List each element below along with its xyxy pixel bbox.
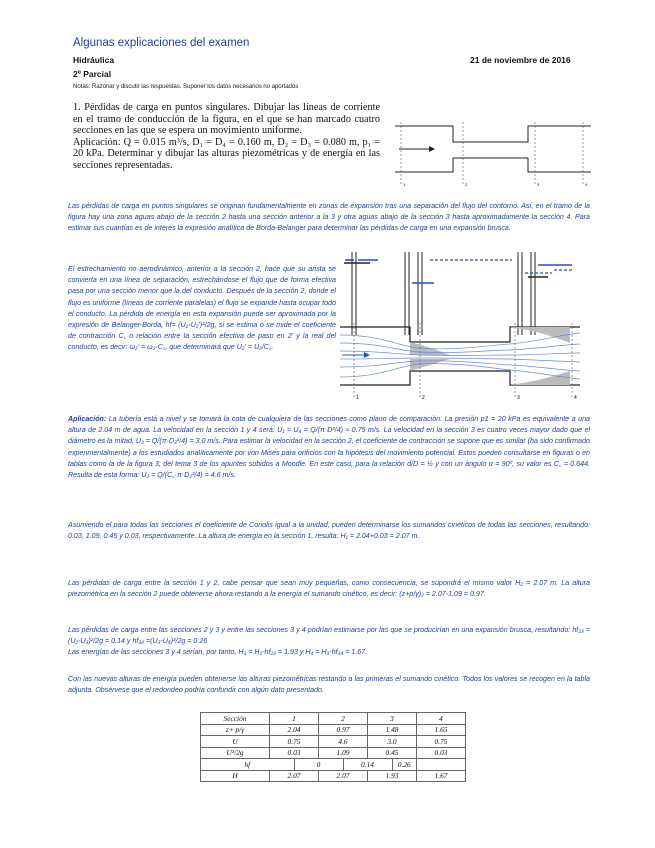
row-label: H [201, 770, 270, 782]
table-row [201, 770, 466, 782]
row-label: Sección [201, 713, 270, 725]
fig2-label-4: 4 [574, 395, 577, 401]
paragraph-application [68, 414, 590, 481]
table-cell: 4.6 [319, 736, 368, 748]
table-row [201, 747, 466, 759]
fig1-label-4: 4 [585, 182, 588, 187]
fig2-label-2: 2 [422, 395, 425, 401]
energies-text: Las energías de las secciones 3 y 4 serían, por tanto, H₃ = H₂-hf₂₃ = 1.93 y H₄ = H₃-hf₃₄ = 1.67. [68, 648, 368, 657]
table-cell: 0 [294, 759, 343, 771]
table-cell: 2.07 [319, 770, 368, 782]
table-cell: 0.03 [417, 747, 466, 759]
paragraph-summary: Con las nuevas alturas de energía pueden obtenerse las alturas piezométricas restando a las primeras el sumando cinético. Todos los valores se recogen en la tabla adjunta. Obsérvese que el redondeo podría confundir con algún dato presentado. [68, 675, 590, 695]
paragraph-coriolis: Asumiendo el para todas las secciones el coeficiente de Coriolis igual a la unidad, pueden determinarse los sumandos cinéticos de todas las secciones, resultando: 0.03, 1.09, 0.45 y 0.03, respectivamente. La altura de energía en la sección 1, resulta: H₁ = 2.04+0.03 = 2.07 m. [68, 521, 590, 541]
pipe-figure-small [393, 114, 593, 189]
table-cell: 0.75 [270, 736, 319, 748]
partial-label: 2º Parcial [73, 69, 112, 79]
results-table [200, 712, 466, 782]
paragraph-losses-expansion [68, 625, 590, 659]
exam-date: 21 de noviembre de 2016 [470, 55, 571, 65]
table-cell: 3 [368, 713, 417, 725]
question-application: Aplicación: Q = 0.015 m³/s, D₁ = D₄ = 0.160 m, D₂ = D₃ = 0.080 m, p₁ = 20 kPa. Determinar y dibujar las alturas piezométricas y de energía en las secciones representadas. [73, 136, 380, 171]
paragraph-losses-1-2: Las pérdidas de carga entre la sección 1 y 2, cabe pensar que sean muy pequeñas, como consecuencia, se supondrá el mismo valor H₂ = 2.07 m. La altura piezométrica en la sección 2 puede obtenerse ahora restando a la energía el sumando cinético, es decir: (z+p/γ)₂ = 2.07-1.09 = 0.97. [68, 579, 590, 599]
row-label: U²/2g [201, 747, 270, 759]
application-text: La tubería está a nivel y se tomará la cota de cualquiera de las secciones como plano de comparación. La presión p1 = 20 kPa es equivalente a una altura de 2.04 m de agua. La velocidad en la sección 1 y 4 será: U₁ = U₄ = Q/(π·D²/4) ≈ 0.75 m/s. La velocidad en la sección 3 es cuatro veces mayor dado que el diámetro es la mitad, U₃ = Q/(π·D₃²/4) = 3.0 m/s. Para estimar la velocidad en la sección 2, el coeficiente de contracción se supone que es similar (ha sido confirmado experimentalmente) a los estudiados analíticamente por von Mises para orificios con la hipótesis del movimiento potencial. Estos pueden consultarse en figuras o en tablas como la de la figura 3, del tema 3 de los apuntes subidos a Moodle. En este caso, para la relación d/D = ½ y con un ángulo α = 90º, su valor es C꜀ = 0.644. Resulta de esta forma: U₂ = Q/(C꜀·π·D₂²/4) = 4.6 m/s. [68, 415, 590, 480]
streamline-figure [340, 247, 590, 402]
table-row [201, 713, 466, 725]
table-row [201, 736, 466, 748]
table-cell: 0.14 [343, 759, 392, 771]
question-1 [73, 102, 380, 172]
table-cell: 4 [417, 713, 466, 725]
table-cell: 1.65 [417, 724, 466, 736]
paragraph-losses-intro: Las pérdidas de carga en puntos singulares se originan fundamentalmente en zonas de expansión tras una separación del flujo del contorno. Así, en el tramo de la figura hay una zona aguas abajo de la sección 2 hasta una sección anterior a la 3 y otra aguas abajo de la sección 3 hasta aproximadamente la sección 4. Para estimar sus cuantías es de interés la expresión analítica de Borda-Belanger para determinar las pérdidas de carga en una expansión brusca. [68, 202, 590, 233]
losses-expansion-text: Las pérdidas de carga entre las secciones 2 y 3 y entre las secciones 3 y 4 podrían estimarse por las que se producirían en una expansión brusca, resultando: hf₂₃ =(U₂-U₃)²/2g = 0.14 y hf₃₄ =(U₃-U₄)²/2g = 0.26 [68, 626, 590, 646]
row-label: z+ p/γ [201, 724, 270, 736]
subject-label: Hidráulica [73, 55, 115, 65]
table-cell: 0.03 [270, 747, 319, 759]
table-cell: 2.07 [270, 770, 319, 782]
table-cell: 0.26 [392, 759, 417, 771]
table-cell: 2.04 [270, 724, 319, 736]
table-cell: 1.67 [417, 770, 466, 782]
table-cell: 1.93 [368, 770, 417, 782]
fig2-label-3: 3 [517, 395, 520, 401]
row-label: hf [201, 759, 295, 771]
table-cell: 1 [270, 713, 319, 725]
table-row [201, 724, 466, 736]
document-title: Algunas explicaciones del examen [73, 37, 250, 49]
application-label: Aplicación: [68, 415, 107, 423]
fig1-label-2: 2 [465, 182, 468, 187]
table-cell: 2 [319, 713, 368, 725]
table-cell: 3.0 [368, 736, 417, 748]
fig2-label-1: 1 [356, 395, 359, 401]
exam-notes: Notas: Razonar y discutir las respuestas. Suponer los datos necesarios no aportados [73, 83, 299, 90]
paragraph-contraction: El estrechamiento no aerodinámico, anterior a la sección 2, hace que su arista se convierta en una línea de separación, estrechándose el flujo que de forma efectiva pasa por una sección menor que la del conducto. Después de la sección 2, donde el flujo es uniforme (líneas de corriente paralelas) el flujo se expande hasta ocupar todo el conducto. La pérdida de energía en esta expansión puede ser aproximada por la expresión de Belanger-Borda, hf= (U₂-U₂')²/2g, si se estima o se mide el coeficiente de contracción C꜀ o relación entre la sección efectiva de paso en 2' y la real del conducto, es decir: ω₂' = ω₂·C꜀, que determinará que U₂' = U₂/C꜀. [68, 265, 336, 352]
table-cell-empty [417, 759, 466, 771]
table-row [201, 759, 466, 771]
question-statement: 1. Pérdidas de carga en puntos singulares. Dibujar las líneas de corriente en el tramo de conducción de la figura, en el que se han marcado cuatro secciones en las que se espera un movimiento uniforme. [73, 102, 380, 137]
table-cell: 1.48 [368, 724, 417, 736]
table-cell: 0.45 [368, 747, 417, 759]
fig1-label-1: 1 [403, 182, 406, 187]
fig1-label-3: 3 [537, 182, 540, 187]
table-cell: 0.75 [417, 736, 466, 748]
row-label: U [201, 736, 270, 748]
table-cell: 1.09 [319, 747, 368, 759]
table-cell: 0.97 [319, 724, 368, 736]
